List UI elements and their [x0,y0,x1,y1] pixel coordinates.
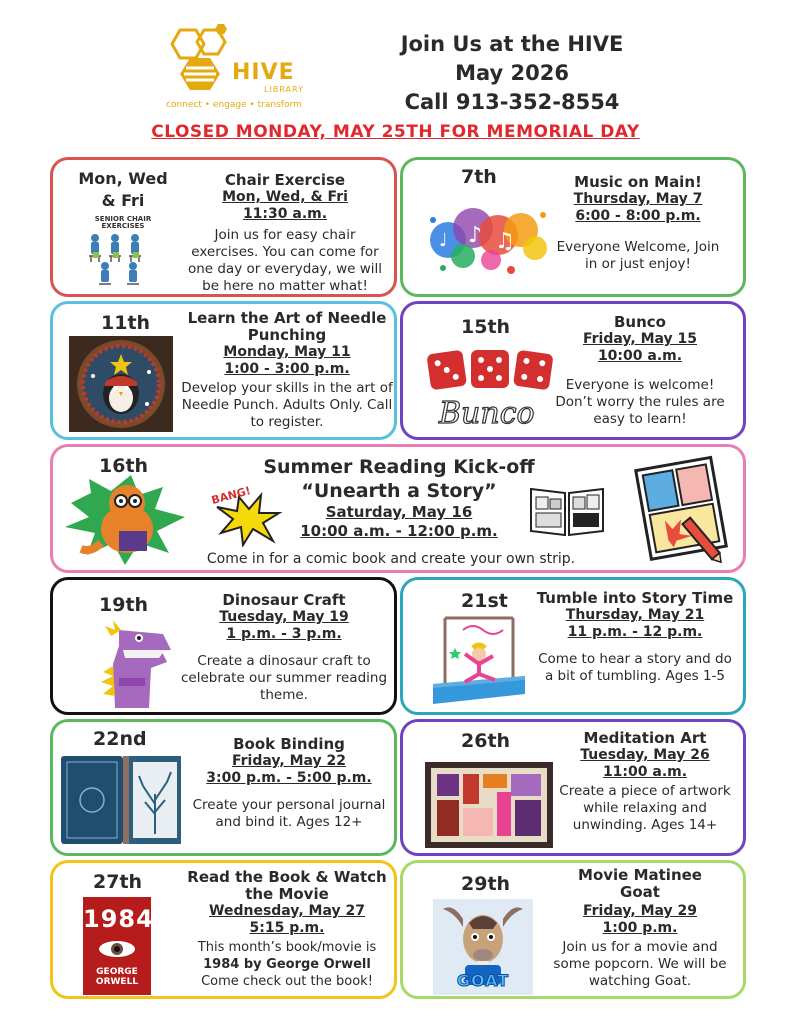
event-time: 6:00 - 8:00 p.m. [575,208,701,224]
logo-tagline: connect • engage • transform [166,100,302,110]
dinosaur-comic-icon [61,473,201,569]
hive-logo [160,22,310,112]
event-info [543,867,737,990]
event-card-dinosaur-craft[interactable] [50,577,397,715]
dice-icon [425,342,555,402]
event-card-summer-reading[interactable] [50,444,746,573]
header-line-2: May 2026 [455,61,569,85]
header-block [382,30,642,117]
event-title-movie: Goat [620,883,660,901]
event-info [533,590,737,685]
gymnast-icon [429,614,529,706]
penguin-hoop-icon [69,336,173,432]
abstract-art-icon [423,756,555,850]
bound-books-illustration [59,754,183,846]
event-day: 21st [461,590,508,612]
event-time: 11 p.m. - 12 p.m. [567,624,703,640]
event-info [187,736,391,831]
event-description-line-1: This month’s book/movie is [197,940,377,955]
event-title: Book Binding [233,735,345,753]
event-date: Monday, May 11 [223,344,351,360]
event-card-music-on-main[interactable] [400,157,746,297]
eye-icon [97,939,137,959]
event-day: 22nd [93,728,147,750]
event-info [181,310,393,431]
event-description-line-3: Come check out the book! [201,974,373,989]
bang-text: BANG! [210,484,253,507]
event-title: Summer Reading Kick-off [263,456,535,478]
book-cover-author-first: GEORGE [96,967,138,977]
event-card-chair-exercise[interactable] [50,157,397,297]
event-card-bunco[interactable] [400,301,746,440]
event-title: Tumble into Story Time [536,589,734,607]
event-title: Movie Matinee [578,866,702,884]
book-cover-author-last: ORWELL [95,977,139,987]
event-card-movie-matinee[interactable] [400,860,746,999]
bunco-logo-text: Bunco [439,396,535,431]
event-day: Mon, Wed & Fri [78,169,168,210]
event-subtitle: “Unearth a Story” [301,480,497,502]
comic-panels-pencil-illustration [633,453,733,563]
event-day: 7th [461,166,497,188]
event-time: 5:15 p.m. [249,920,325,936]
event-description: Join us for easy chair exercises. You can come for one day or everyday, we will be here no matter what! [187,227,383,294]
event-card-needle-punching[interactable] [50,301,397,440]
event-date: Saturday, May 16 [325,503,473,521]
event-info [553,174,723,273]
event-description [181,939,393,990]
event-info [555,314,725,428]
event-title: Bunco [614,313,666,331]
goat-logo-text: GOAT [456,971,510,990]
event-card-book-and-movie[interactable] [50,860,397,999]
event-date: Friday, May 29 [582,903,698,919]
book-cover-title: 1984 [83,905,154,933]
event-title: Music on Main! [574,173,702,191]
book-cover-author [83,967,151,987]
event-description: Develop your skills in the art of Needle Punch. Adults Only. Call to register. [181,380,393,430]
event-title: Read the Book & Watch the Movie [187,868,387,903]
comic-panels-icon [633,453,733,563]
dinosaur-reading-illustration [61,473,201,569]
event-info [179,172,391,295]
needle-punch-penguin-illustration [69,336,173,432]
event-day: 29th [461,873,511,895]
event-day: 11th [101,312,151,334]
event-description: Come to hear a story and do a bit of tumbling. Ages 1-5 [538,651,732,684]
event-card-tumble-story-time[interactable] [400,577,746,715]
event-time: 1:00 p.m. [602,920,678,936]
event-date: Wednesday, May 27 [209,903,365,919]
event-day: 15th [461,316,511,338]
event-day: 27th [93,871,143,893]
event-description: Everyone Welcome, Join in or just enjoy! [556,239,720,272]
event-day: 26th [461,730,511,752]
event-date: Mon, Wed, & Fri [222,189,348,205]
event-date: Thursday, May 7 [573,191,703,207]
person-exercising-icon [83,230,163,290]
event-time: 10:00 a.m. - 12:00 p.m. [300,522,498,540]
header-line-1: Join Us at the HIVE [400,32,624,56]
chair-exercise-illustration [83,216,163,288]
event-date: Thursday, May 21 [565,607,705,623]
event-info [229,455,569,541]
event-description: Come in for a comic book and create your own strip. [206,551,576,567]
event-date: Tuesday, May 19 [219,609,349,625]
svg-text:♫: ♫ [495,229,515,254]
event-card-meditation-art[interactable] [400,719,746,856]
event-info [179,592,389,704]
music-notes-icon [423,190,553,280]
event-time: 3:00 p.m. - 5:00 p.m. [206,770,372,786]
event-date: Friday, May 15 [582,331,698,347]
event-title: Learn the Art of Needle Punching [187,309,387,344]
event-description: Join us for a movie and some popcorn. We will be watching Goat. [553,939,727,989]
event-title: Chair Exercise [224,171,346,189]
event-time: 11:30 a.m. [242,206,328,222]
event-description: Create your personal journal and bind it. Ages 12+ [192,797,386,830]
dinosaur-puppet-icon [89,616,179,710]
event-day: 16th [99,455,149,477]
event-description: Create a dinosaur craft to celebrate our summer reading theme. [180,653,388,703]
event-time: 1:00 - 3:00 p.m. [224,361,350,377]
event-day: 19th [99,594,149,616]
event-info [553,730,737,834]
book-journal-icon [59,754,183,846]
logo-subtitle: LIBRARY [264,85,304,94]
book-cover-1984 [83,897,154,995]
header-phone[interactable]: Call 913-352-8554 [404,90,620,114]
illustration-caption: SENIOR CHAIR EXERCISES [94,215,152,230]
event-description: Create a piece of artwork while relaxing and unwinding. Ages 14+ [559,783,731,833]
event-card-book-binding[interactable] [50,719,397,856]
event-time: 11:00 a.m. [602,764,688,780]
event-description-line-2: 1984 by George Orwell [203,957,371,972]
bunco-dice-illustration [425,342,555,434]
event-time: 1 p.m. - 3 p.m. [226,626,342,642]
comic-book-illustration [527,483,607,539]
svg-text:♪: ♪ [468,223,483,248]
event-date: Friday, May 22 [231,753,347,769]
dinosaur-puppet-illustration [89,616,179,710]
svg-text:♩: ♩ [439,230,448,251]
open-comic-book-icon [527,483,607,539]
event-date: Tuesday, May 26 [580,747,710,763]
gymnast-illustration [429,614,529,706]
goat-movie-illustration [433,899,533,995]
event-info [181,869,393,990]
event-title: Dinosaur Craft [222,591,346,609]
event-title: Meditation Art [583,729,707,747]
meditation-artwork-illustration [423,756,555,850]
event-description: Everyone is welcome! Don’t worry the rules are easy to learn! [555,377,725,427]
music-paint-splash-illustration [423,190,553,280]
logo-name: HIVE [232,60,295,85]
event-time: 10:00 a.m. [597,348,683,364]
closure-notice: CLOSED MONDAY, MAY 25TH FOR MEMORIAL DAY [151,122,640,142]
